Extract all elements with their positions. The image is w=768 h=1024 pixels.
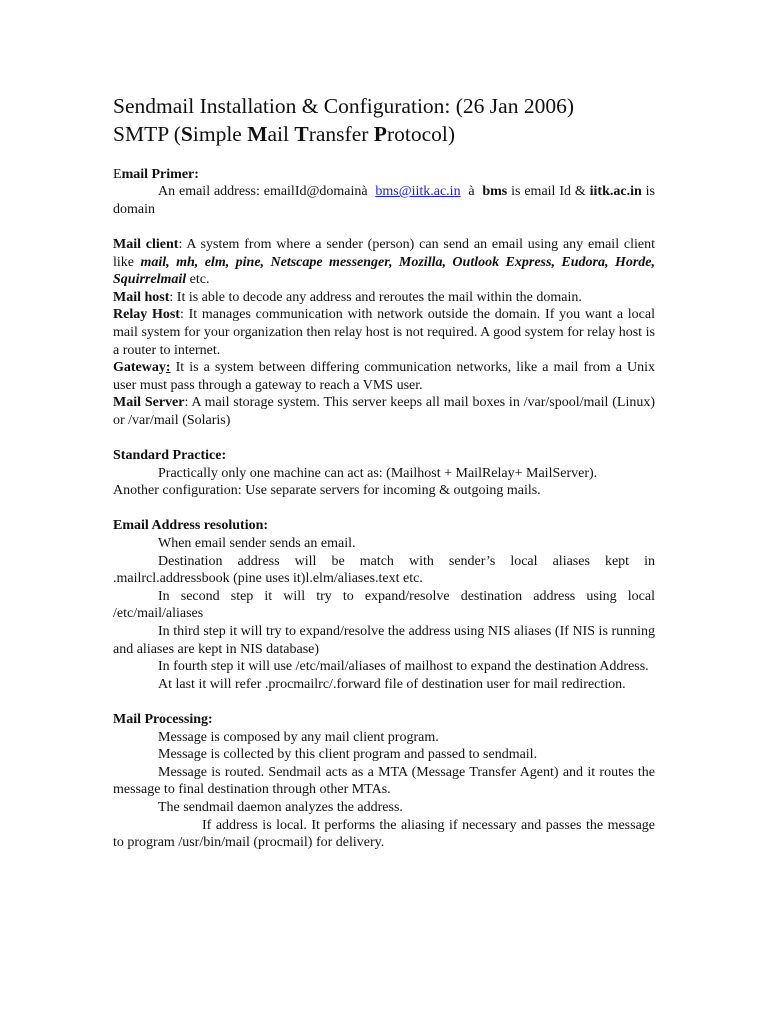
relay-host-definition: Relay Host: It manages communication with network outside the domain. If you want a local mail system for your organization then relay host is not required. A good system for relay host is a router to internet. [113, 307, 655, 358]
standard-practice-line-2: Another configuration: Use separate servers for incoming & outgoing mails. [113, 483, 541, 499]
resolution-step-1: When email sender sends an email. [158, 536, 356, 552]
resolution-step-3: In second step it will try to expand/resolve destination address using local /etc/mail/aliases [113, 588, 655, 622]
mail-host-definition: Mail host: It is able to decode any address and reroutes the mail within the domain. [113, 289, 582, 305]
resolution-step-4: In third step it will try to expand/resolve the address using NIS aliases (If NIS is running and aliases are kept in NIS database) [113, 624, 655, 657]
mail-server-definition: Mail Server: A mail storage system. This server keeps all mail boxes in /var/spool/mail (Linux) or /var/mail (Solaris) [113, 395, 656, 428]
email-primer-heading: Email Primer: [113, 166, 199, 182]
email-primer-text: An email address: emailId@domainà bms@iitk.ac.in à bms is email Id & iitk.ac.in is domain [113, 184, 655, 217]
document-title [113, 92, 655, 148]
title-line-2: SMTP (Simple Mail Transfer Protocol) [113, 122, 455, 146]
resolution-step-5: In fourth step it will use /etc/mail/aliases of mailhost to expand the destination Address. [158, 659, 649, 675]
mail-client-definition: Mail client: A system from where a sender (person) can send an email using any email client like mail, mh, elm, pine, Netscape messenger, Mozilla, Outlook Express, Eudora, Horde, Squirrelmail etc. [113, 236, 655, 288]
resolution-step-2: Destination address will be match with sender’s local aliases kept in .mailrcl.addressbook (pine uses it)l.elm/aliases.text etc. [113, 553, 655, 587]
address-resolution-heading: Email Address resolution: [113, 518, 269, 534]
gateway-definition: Gateway: It is a system between differing communication networks, like a mail from a Unix user must pass through a gateway to reach a VMS user. [113, 360, 655, 393]
processing-step-1: Message is composed by any mail client program. [158, 729, 439, 745]
title-line-1: Sendmail Installation & Configuration: (26 Jan 2006) [113, 94, 574, 118]
processing-step-5: If address is local. It performs the aliasing if necessary and passes the message to program /usr/bin/mail (procmail) for delivery. [113, 817, 655, 851]
standard-practice-line-1: Practically only one machine can act as: (Mailhost + MailRelay+ MailServer). [158, 465, 598, 481]
document-body [113, 92, 655, 852]
email-link[interactable]: bms@iitk.ac.in [375, 184, 461, 200]
mail-processing-heading: Mail Processing: [113, 712, 213, 727]
processing-step-3: Message is routed. Sendmail acts as a MTA (Message Transfer Agent) and it routes the message to final destination through other MTAs. [113, 764, 655, 798]
processing-step-4: The sendmail daemon analyzes the address. [158, 799, 403, 815]
processing-step-2: Message is collected by this client program and passed to sendmail. [158, 747, 538, 763]
standard-practice-heading: Standard Practice: [113, 448, 227, 464]
resolution-step-6: At last it will refer .procmailrc/.forward file of destination user for mail redirection. [158, 676, 626, 692]
